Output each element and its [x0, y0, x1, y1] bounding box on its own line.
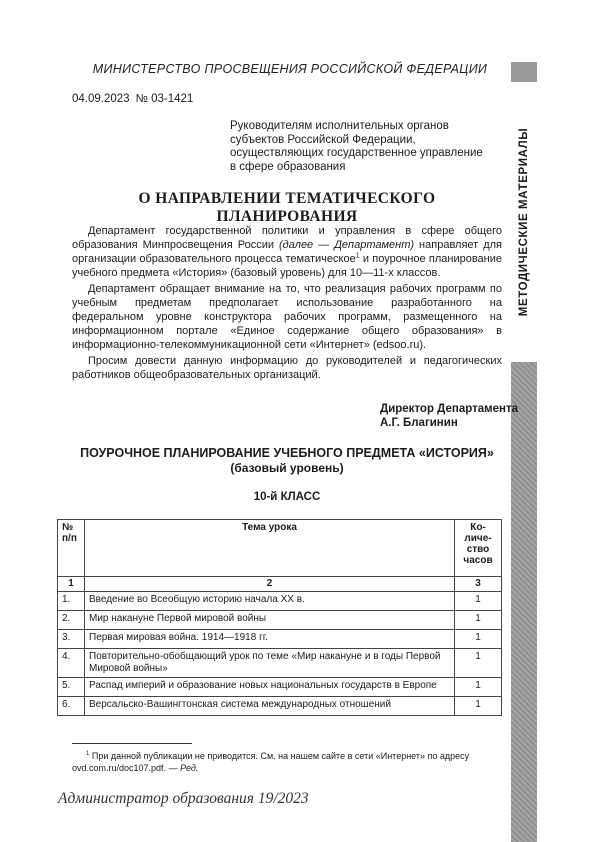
footnote-separator	[72, 743, 192, 744]
index-cell: 3	[455, 577, 502, 592]
class-title: 10-й КЛАСС	[253, 491, 321, 503]
row-topic: Повторительно-обобщающий урок по теме «Мир накануне и в годы Первой Мировой войны»	[85, 649, 455, 678]
addressee-line: Руководителям исполнительных органов	[230, 120, 449, 132]
row-topic: Введение во Всеобщую историю начала XX в.	[85, 592, 455, 611]
sideband-label-wrap	[511, 82, 537, 362]
body-text-span: и поурочное планирование учебного предмета «История» (базовый уровень) для 10—11-х классов.	[72, 253, 503, 279]
header-hours: Ко-личе-ство часов	[455, 520, 502, 577]
row-topic: Первая мировая война. 1914—1918 гг.	[85, 630, 455, 649]
table-row	[58, 678, 502, 697]
row-num: 6.	[58, 697, 85, 716]
row-hours: 1	[455, 611, 502, 630]
index-cell: 1	[58, 577, 85, 592]
letter-title: О НАПРАВЛЕНИИ ТЕМАТИЧЕСКОГО ПЛАНИРОВАНИЯ	[138, 190, 436, 225]
document-date-line	[72, 93, 193, 105]
body-paragraph-2: Департамент обращает внимание на то, что реализация рабочих программ по учебным предметам предполагает использование разработанного на федеральном уровне конструктора рабочих программ, размещенного на информационном портале «Единое содержание общего образования» в информационно-телекоммуникационной сети «Интернет» (edsoo.ru).	[72, 283, 502, 351]
footnote-ref: 1	[355, 252, 360, 260]
table-header-row	[58, 520, 502, 577]
row-num: 5.	[58, 678, 85, 697]
row-topic: Версальско-Вашингтонская система международных отношений	[85, 697, 455, 716]
table-row	[58, 611, 502, 630]
section-sideband	[511, 62, 537, 842]
body-paragraph-3: Просим довести данную информацию до руководителей и педагогических работников общеобразовательных организаций.	[72, 355, 502, 381]
body-paragraph-1	[72, 224, 502, 280]
table-row	[58, 697, 502, 716]
row-num: 4.	[58, 649, 85, 678]
row-hours: 1	[455, 697, 502, 716]
plan-title-main: ПОУРОЧНОЕ ПЛАНИРОВАНИЕ УЧЕБНОГО ПРЕДМЕТА «ИСТОРИЯ»	[80, 446, 494, 460]
lesson-plan-table	[57, 519, 502, 716]
index-cell: 2	[85, 577, 455, 592]
plan-subtitle: (базовый уровень)	[230, 461, 344, 475]
row-num: 3.	[58, 630, 85, 649]
row-num: 2.	[58, 611, 85, 630]
body-text-span: Департамент государственной политики и управления в сфере общего образования Минпросвещения России	[72, 225, 502, 251]
table-row	[58, 592, 502, 611]
signatory-name: А.Г. Благинин	[380, 417, 458, 429]
row-hours: 1	[455, 592, 502, 611]
signatory-position: Директор Департамента	[380, 403, 519, 415]
header-num: № п/п	[58, 520, 85, 577]
addressee-line: осуществляющих государственное управление	[230, 147, 483, 159]
row-topic: Мир накануне Первой мировой войны	[85, 611, 455, 630]
footnote	[72, 748, 502, 774]
addressee-block	[230, 120, 500, 174]
section-label: МЕТОДИЧЕСКИЕ МАТЕРИАЛЫ	[518, 127, 530, 317]
addressee-line: в сфере образования	[230, 160, 346, 173]
header-topic: Тема урока	[85, 520, 455, 577]
addressee-line: субъектов Российской Федерации,	[230, 133, 416, 146]
table-row	[58, 649, 502, 678]
plan-title	[72, 446, 502, 476]
body-text-span: направляет для организации образовательного процесса тематическое	[72, 239, 502, 265]
footnote-text: При данной публикации не приводится. См. на нашем сайте в сети «Интернет» по адресу ovd.com.ru/doc107.pdf.	[72, 751, 470, 773]
table-index-row	[58, 577, 502, 592]
table-row	[58, 630, 502, 649]
sideband-top-bar	[511, 62, 537, 82]
journal-footer: Администратор образования 19/2023	[58, 790, 309, 807]
footnote-mark: 1	[86, 751, 90, 757]
row-hours: 1	[455, 649, 502, 678]
footnote-editor: — Ред.	[168, 763, 199, 773]
letter-body	[72, 224, 502, 382]
row-hours: 1	[455, 678, 502, 697]
signature-block	[380, 402, 540, 430]
ministry-name: МИНИСТЕРСТВО ПРОСВЕЩЕНИЯ РОССИЙСКОЙ ФЕДЕРАЦИИ	[92, 62, 488, 76]
row-num: 1.	[58, 592, 85, 611]
document-number: № 03-1421	[135, 93, 194, 105]
sideband-texture	[511, 362, 537, 842]
row-topic: Распад империй и образование новых национальных государств в Европе	[85, 678, 455, 697]
row-hours: 1	[455, 630, 502, 649]
body-italic-span: (далее — Департамент)	[279, 239, 415, 251]
document-date: 04.09.2023	[72, 93, 130, 105]
